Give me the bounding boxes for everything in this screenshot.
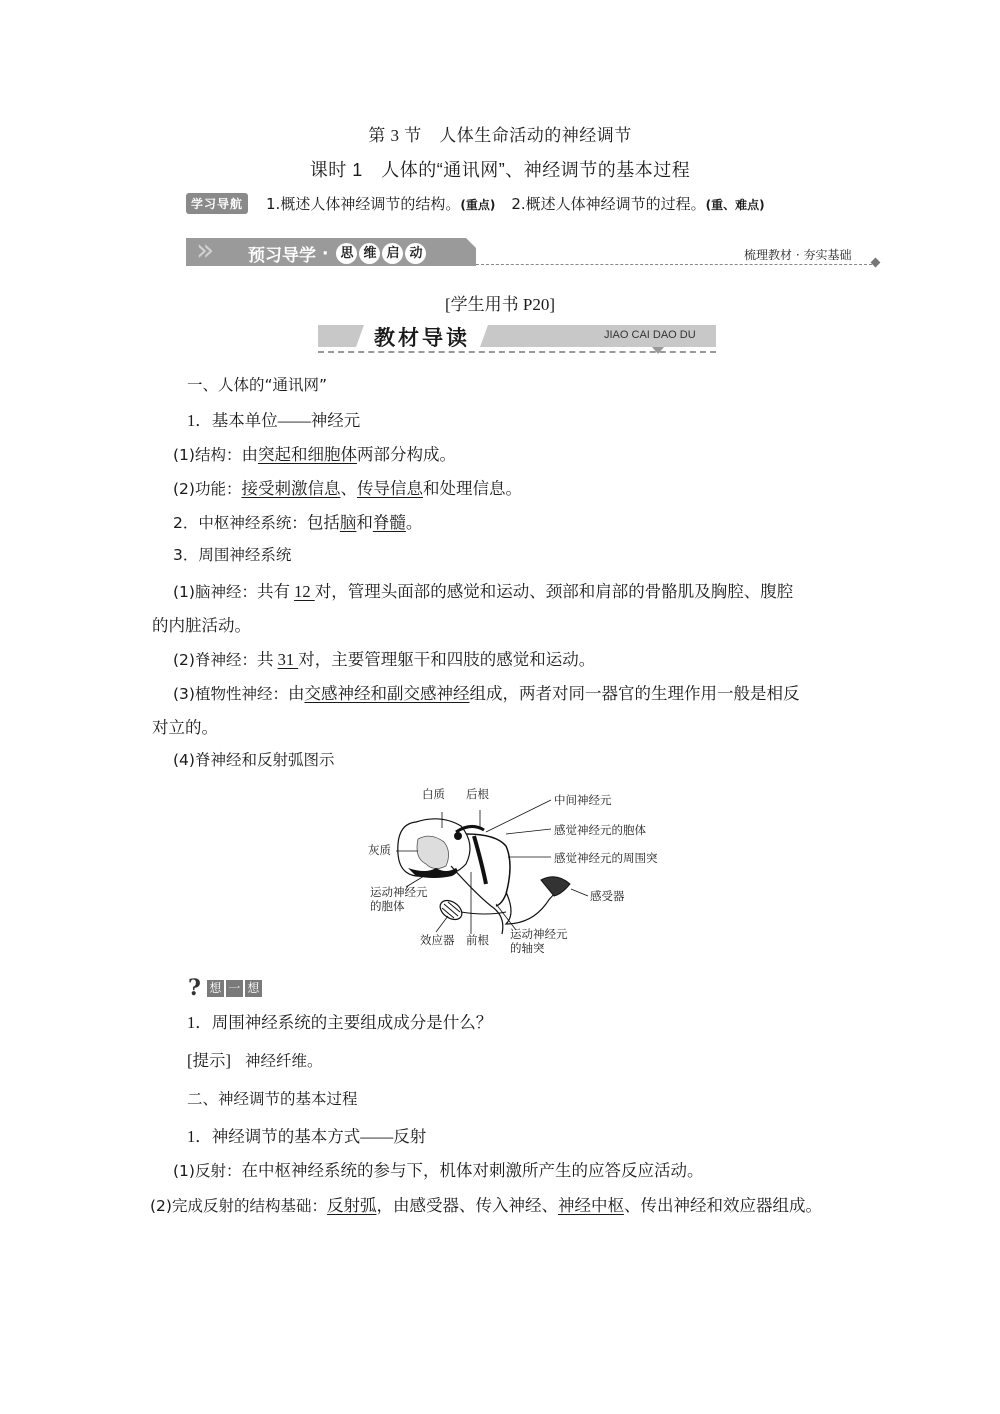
label: (1)结构： bbox=[173, 446, 242, 464]
answer-blank: 脊髓 bbox=[372, 513, 406, 532]
label-sensory-cell-body: 感觉神经元的胞体 bbox=[554, 823, 646, 837]
text: 对，主要管理躯干和四肢的感觉和运动。 bbox=[298, 650, 596, 669]
item-1-2 bbox=[173, 509, 422, 533]
text: 和处理信息。 bbox=[422, 479, 522, 498]
item-1-3-a-line2: 的内脏活动。 bbox=[152, 616, 251, 635]
diamond-icon bbox=[871, 258, 881, 268]
text: 两部分构成。 bbox=[356, 445, 456, 464]
label: (1)脑神经： bbox=[173, 583, 257, 601]
text: 组成，两者对同一器官的生理作用一般是相反 bbox=[469, 684, 800, 703]
answer-blank: 突起和细胞体 bbox=[257, 445, 357, 464]
label-white-matter: 白质 bbox=[422, 787, 445, 801]
think-hint bbox=[187, 1047, 323, 1071]
section-2-heading: 二、神经调节的基本过程 bbox=[187, 1090, 358, 1108]
label-dorsal-root: 后根 bbox=[466, 787, 489, 801]
label: (1)反射： bbox=[173, 1162, 242, 1180]
section-title: 第 3 节 人体生命活动的神经调节 bbox=[368, 126, 632, 145]
label-gray-matter: 灰质 bbox=[368, 843, 391, 857]
banner-circled-char: 维 bbox=[359, 243, 380, 264]
think-header bbox=[188, 975, 264, 1001]
text: 共有 bbox=[256, 582, 295, 601]
think-char: 想 bbox=[245, 980, 262, 997]
text: 包括 bbox=[306, 513, 340, 532]
label-effector: 效应器 bbox=[420, 933, 455, 947]
book-reference: [学生用书 P20] bbox=[444, 295, 556, 314]
label: (2)脊神经： bbox=[173, 651, 257, 669]
reading-banner-pinyin: JIAO CAI DAO DU bbox=[604, 329, 696, 341]
banner-separator: · bbox=[322, 243, 329, 264]
answer-blank: 12 bbox=[294, 582, 315, 601]
banner-dotted-rule bbox=[476, 264, 872, 265]
label: (2)完成反射的结构基础： bbox=[150, 1197, 327, 1215]
reading-banner-title: 教材导读 bbox=[374, 326, 470, 350]
item-1-3-c-line2: 对立的。 bbox=[152, 718, 218, 737]
answer-blank: 接受刺激信息 bbox=[241, 479, 341, 498]
banner-subtitle: 梳理教材 · 夯实基础 bbox=[744, 248, 852, 262]
reading-banner-left bbox=[318, 325, 364, 347]
text: 由 bbox=[287, 684, 305, 703]
item-1-1-a bbox=[173, 441, 456, 465]
text: 、传出神经和效应器组成。 bbox=[623, 1196, 822, 1215]
label: (3)植物性神经： bbox=[173, 685, 288, 703]
text: 、 bbox=[340, 479, 357, 498]
text: 共 bbox=[256, 650, 278, 669]
answer-blank: 31 bbox=[277, 650, 299, 669]
label-receptor: 感受器 bbox=[590, 889, 625, 903]
answer-blank: 传导信息 bbox=[356, 479, 423, 498]
item-1-1-text: 1．基本单位——神经元 bbox=[187, 411, 361, 430]
think-question: 1．周围神经系统的主要组成成分是什么？ bbox=[187, 1013, 493, 1032]
label-motor-cell-body-1: 运动神经元 bbox=[370, 885, 428, 899]
item-2-1: 1．神经调节的基本方式——反射 bbox=[187, 1127, 427, 1146]
banner-title-plain: 预习导学 bbox=[248, 246, 316, 266]
guide-item-2 bbox=[511, 193, 764, 214]
text: 由 bbox=[241, 445, 258, 464]
item-2-1-a bbox=[173, 1157, 703, 1181]
label: 2．中枢神经系统： bbox=[173, 514, 307, 532]
guide-item-1 bbox=[266, 193, 495, 214]
question-mark-icon: ? bbox=[188, 975, 201, 1001]
item-1-3-c bbox=[173, 680, 799, 704]
text: ，由感受器、传入神经、 bbox=[376, 1196, 558, 1215]
answer-blank: 反射弧 bbox=[326, 1196, 377, 1215]
think-char: 一 bbox=[226, 980, 243, 997]
hint-text: 神经纤维。 bbox=[245, 1052, 323, 1070]
guide-item-2-text: 2.概述人体神经调节的过程。 bbox=[511, 195, 706, 213]
guide-item-1-text: 1.概述人体神经调节的结构。 bbox=[266, 195, 461, 213]
section-1-heading: 一、人体的“通讯网” bbox=[187, 376, 328, 394]
banner-circled-char: 思 bbox=[336, 243, 357, 264]
caret-down-icon bbox=[652, 347, 664, 354]
text: 。 bbox=[405, 513, 423, 532]
guide-item-1-tag: (重点) bbox=[460, 198, 496, 212]
item-1-3-b bbox=[173, 646, 595, 670]
label-motor-cell-body-2: 的胞体 bbox=[370, 899, 405, 913]
guide-badge: 学习导航 bbox=[186, 193, 248, 214]
item-1-3-a bbox=[173, 578, 793, 602]
item-1-3-d: (4)脊神经和反射弧图示 bbox=[173, 751, 335, 769]
hint-label: [提示] bbox=[187, 1051, 231, 1070]
label-sensory-peripheral: 感觉神经元的周围突 bbox=[554, 851, 658, 865]
learning-guide bbox=[186, 193, 765, 214]
banner-circled-char: 启 bbox=[382, 243, 403, 264]
item-1-3: 3．周围神经系统 bbox=[173, 546, 292, 564]
item-2-1-b bbox=[150, 1192, 822, 1216]
item-1-1 bbox=[187, 407, 360, 431]
text: 对，管理头面部的感觉和运动、颈部和肩部的骨骼肌及胸腔、腹腔 bbox=[314, 582, 794, 601]
label: (2)功能： bbox=[173, 480, 242, 498]
text: 在中枢神经系统的参与下，机体对刺激所产生的应答反应活动。 bbox=[241, 1161, 704, 1180]
answer-blank: 脑 bbox=[339, 513, 357, 532]
text: 和 bbox=[356, 513, 373, 532]
label-motor-axon-1: 运动神经元 bbox=[510, 927, 568, 941]
think-char: 想 bbox=[207, 980, 224, 997]
reflex-arc-figure bbox=[356, 784, 676, 954]
label-motor-axon-2: 的轴突 bbox=[510, 941, 545, 955]
guide-item-2-tag: (重、难点) bbox=[705, 198, 765, 212]
chevron-double-right-icon: » bbox=[196, 233, 205, 268]
item-1-1-b bbox=[173, 475, 522, 499]
banner-circled-char: 动 bbox=[405, 243, 426, 264]
answer-blank: 交感神经和副交感神经 bbox=[304, 684, 470, 703]
answer-blank: 神经中枢 bbox=[557, 1196, 624, 1215]
preview-banner-title bbox=[248, 241, 426, 266]
lesson-title: 课时 1 人体的“通讯网”、神经调节的基本过程 bbox=[309, 160, 691, 180]
label-interneuron: 中间神经元 bbox=[554, 793, 612, 807]
label-ventral-root: 前根 bbox=[466, 933, 489, 947]
